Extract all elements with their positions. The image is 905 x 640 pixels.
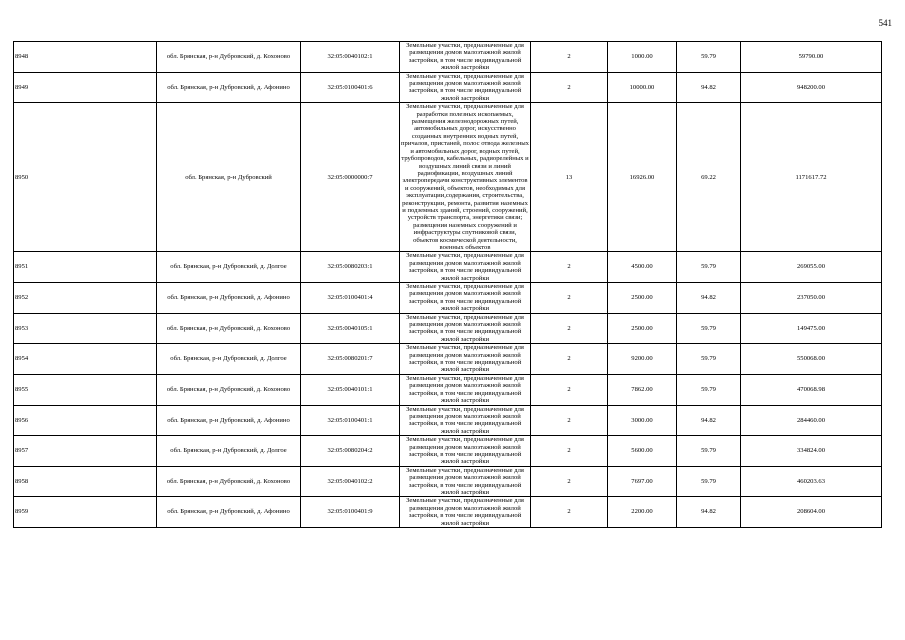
row-rate: 59.79: [677, 313, 741, 344]
row-number: 8954: [14, 344, 157, 375]
row-cadastral-number: 32:05:0100401:6: [301, 72, 400, 103]
row-land-use: Земельные участки, предназначенные для размещения домов малоэтажной жилой застройки, в том числе индивидуальной жилой застройки: [400, 497, 531, 528]
table-row: [14, 344, 882, 375]
row-cadastral-value: 1171617.72: [741, 103, 882, 252]
row-count: 2: [531, 497, 608, 528]
row-area: 7862.00: [608, 374, 677, 405]
row-cadastral-number: 32:05:0080203:1: [301, 252, 400, 283]
row-land-use: Земельные участки, предназначенные для размещения домов малоэтажной жилой застройки, в том числе индивидуальной жилой застройки: [400, 252, 531, 283]
row-number: 8957: [14, 436, 157, 467]
row-cadastral-value: 59790.00: [741, 42, 882, 73]
row-count: 13: [531, 103, 608, 252]
row-address: обл. Брянская, р-н Дубровский: [157, 103, 301, 252]
row-cadastral-number: 32:05:0040101:1: [301, 374, 400, 405]
row-cadastral-value: 334824.00: [741, 436, 882, 467]
row-area: 1000.00: [608, 42, 677, 73]
row-land-use: Земельные участки, предназначенные для размещения домов малоэтажной жилой застройки, в том числе индивидуальной жилой застройки: [400, 283, 531, 314]
table-row: [14, 252, 882, 283]
row-rate: 94.82: [677, 72, 741, 103]
row-count: 2: [531, 374, 608, 405]
row-rate: 59.79: [677, 374, 741, 405]
row-cadastral-value: 470068.98: [741, 374, 882, 405]
table-row: [14, 103, 882, 252]
table-row: [14, 283, 882, 314]
table-row: [14, 466, 882, 497]
row-area: 2200.00: [608, 497, 677, 528]
row-address: обл. Брянская, р-н Дубровский, д. Долгое: [157, 436, 301, 467]
row-number: 8951: [14, 252, 157, 283]
row-address: обл. Брянская, р-н Дубровский, д. Кохоново: [157, 374, 301, 405]
row-address: обл. Брянская, р-н Дубровский, д. Афонино: [157, 283, 301, 314]
row-number: 8958: [14, 466, 157, 497]
row-cadastral-number: 32:05:0100401:9: [301, 497, 400, 528]
row-count: 2: [531, 72, 608, 103]
row-cadastral-value: 149475.00: [741, 313, 882, 344]
row-land-use: Земельные участки, предназначенные для размещения домов малоэтажной жилой застройки, в том числе индивидуальной жилой застройки: [400, 72, 531, 103]
row-count: 2: [531, 344, 608, 375]
row-land-use: Земельные участки, предназначенные для размещения домов малоэтажной жилой застройки, в том числе индивидуальной жилой застройки: [400, 405, 531, 436]
row-cadastral-number: 32:05:0040102:1: [301, 42, 400, 73]
row-address: обл. Брянская, р-н Дубровский, д. Афонино: [157, 497, 301, 528]
row-cadastral-value: 550068.00: [741, 344, 882, 375]
row-area: 5600.00: [608, 436, 677, 467]
cadastral-value-table: [13, 41, 882, 528]
table-row: [14, 497, 882, 528]
row-cadastral-value: 460203.63: [741, 466, 882, 497]
row-rate: 59.79: [677, 252, 741, 283]
row-cadastral-value: 284460.00: [741, 405, 882, 436]
row-count: 2: [531, 42, 608, 73]
row-area: 16926.00: [608, 103, 677, 252]
row-land-use: Земельные участки, предназначенные для размещения домов малоэтажной жилой застройки, в том числе индивидуальной жилой застройки: [400, 466, 531, 497]
row-cadastral-number: 32:05:0100401:4: [301, 283, 400, 314]
row-area: 3000.00: [608, 405, 677, 436]
row-number: 8949: [14, 72, 157, 103]
row-rate: 94.82: [677, 405, 741, 436]
row-rate: 59.79: [677, 436, 741, 467]
row-area: 2500.00: [608, 283, 677, 314]
row-area: 4500.00: [608, 252, 677, 283]
row-number: 8948: [14, 42, 157, 73]
table-row: [14, 42, 882, 73]
row-rate: 94.82: [677, 497, 741, 528]
row-land-use: Земельные участки, предназначенные для размещения домов малоэтажной жилой застройки, в том числе индивидуальной жилой застройки: [400, 374, 531, 405]
row-number: 8956: [14, 405, 157, 436]
row-number: 8955: [14, 374, 157, 405]
row-number: 8959: [14, 497, 157, 528]
row-land-use: Земельные участки, предназначенные для размещения домов малоэтажной жилой застройки, в том числе индивидуальной жилой застройки: [400, 313, 531, 344]
row-address: обл. Брянская, р-н Дубровский, д. Кохоново: [157, 42, 301, 73]
page-number: 541: [878, 18, 892, 28]
row-address: обл. Брянская, р-н Дубровский, д. Кохоново: [157, 313, 301, 344]
row-land-use: Земельные участки, предназначенные для размещения домов малоэтажной жилой застройки, в том числе индивидуальной жилой застройки: [400, 436, 531, 467]
table-row: [14, 436, 882, 467]
row-address: обл. Брянская, р-н Дубровский, д. Долгое: [157, 344, 301, 375]
table-row: [14, 313, 882, 344]
row-count: 2: [531, 466, 608, 497]
row-number: 8953: [14, 313, 157, 344]
row-rate: 94.82: [677, 283, 741, 314]
row-rate: 59.79: [677, 42, 741, 73]
row-rate: 59.79: [677, 466, 741, 497]
row-cadastral-value: 237050.00: [741, 283, 882, 314]
row-cadastral-number: 32:05:0040105:1: [301, 313, 400, 344]
row-rate: 59.79: [677, 344, 741, 375]
row-cadastral-number: 32:05:0080204:2: [301, 436, 400, 467]
row-address: обл. Брянская, р-н Дубровский, д. Афонино: [157, 405, 301, 436]
row-area: 7697.00: [608, 466, 677, 497]
row-address: обл. Брянская, р-н Дубровский, д. Долгое: [157, 252, 301, 283]
row-rate: 69.22: [677, 103, 741, 252]
row-cadastral-number: 32:05:0080201:7: [301, 344, 400, 375]
row-cadastral-value: 269055.00: [741, 252, 882, 283]
row-cadastral-value: 948200.00: [741, 72, 882, 103]
row-count: 2: [531, 283, 608, 314]
row-address: обл. Брянская, р-н Дубровский, д. Афонино: [157, 72, 301, 103]
row-land-use: Земельные участки, предназначенные для размещения домов малоэтажной жилой застройки, в том числе индивидуальной жилой застройки: [400, 42, 531, 73]
table-row: [14, 374, 882, 405]
row-count: 2: [531, 252, 608, 283]
row-count: 2: [531, 313, 608, 344]
row-cadastral-value: 208604.00: [741, 497, 882, 528]
row-number: 8950: [14, 103, 157, 252]
row-number: 8952: [14, 283, 157, 314]
row-cadastral-number: 32:05:0100401:1: [301, 405, 400, 436]
row-area: 9200.00: [608, 344, 677, 375]
table-row: [14, 72, 882, 103]
row-land-use: Земельные участки, предназначенные для разработки полезных ископаемых, размещения железнодорожных путей, автомобильных дорог, искусственно созданных внутренних водных путей, причалов, пристаней, полос отвода железных и автомобильных дорог, водных путей, трубопроводов, кабельных, радиорелейных и воздушных линий связи и линий радиофикации, воздушных линий электропередачи конструктивных элементов и сооружений, объектов, необходимых для эксплуатации,содержания, строительства, реконструкции, ремонта, развития наземных и подземных зданий, строений, сооружений, устройств транспорта, энергетики связи; размещения наземных сооружений и инфраструктуры спутниковой связи, объектов космической деятельности, военных объектов: [401, 103, 529, 251]
row-land-use: Земельные участки, предназначенные для размещения домов малоэтажной жилой застройки, в том числе индивидуальной жилой застройки: [400, 344, 531, 375]
row-count: 2: [531, 436, 608, 467]
table-row: [14, 405, 882, 436]
row-address: обл. Брянская, р-н Дубровский, д. Кохоново: [157, 466, 301, 497]
row-count: 2: [531, 405, 608, 436]
row-area: 10000.00: [608, 72, 677, 103]
row-cadastral-number: 32:05:0040102:2: [301, 466, 400, 497]
row-cadastral-number: 32:05:0000000:7: [301, 103, 400, 252]
row-area: 2500.00: [608, 313, 677, 344]
